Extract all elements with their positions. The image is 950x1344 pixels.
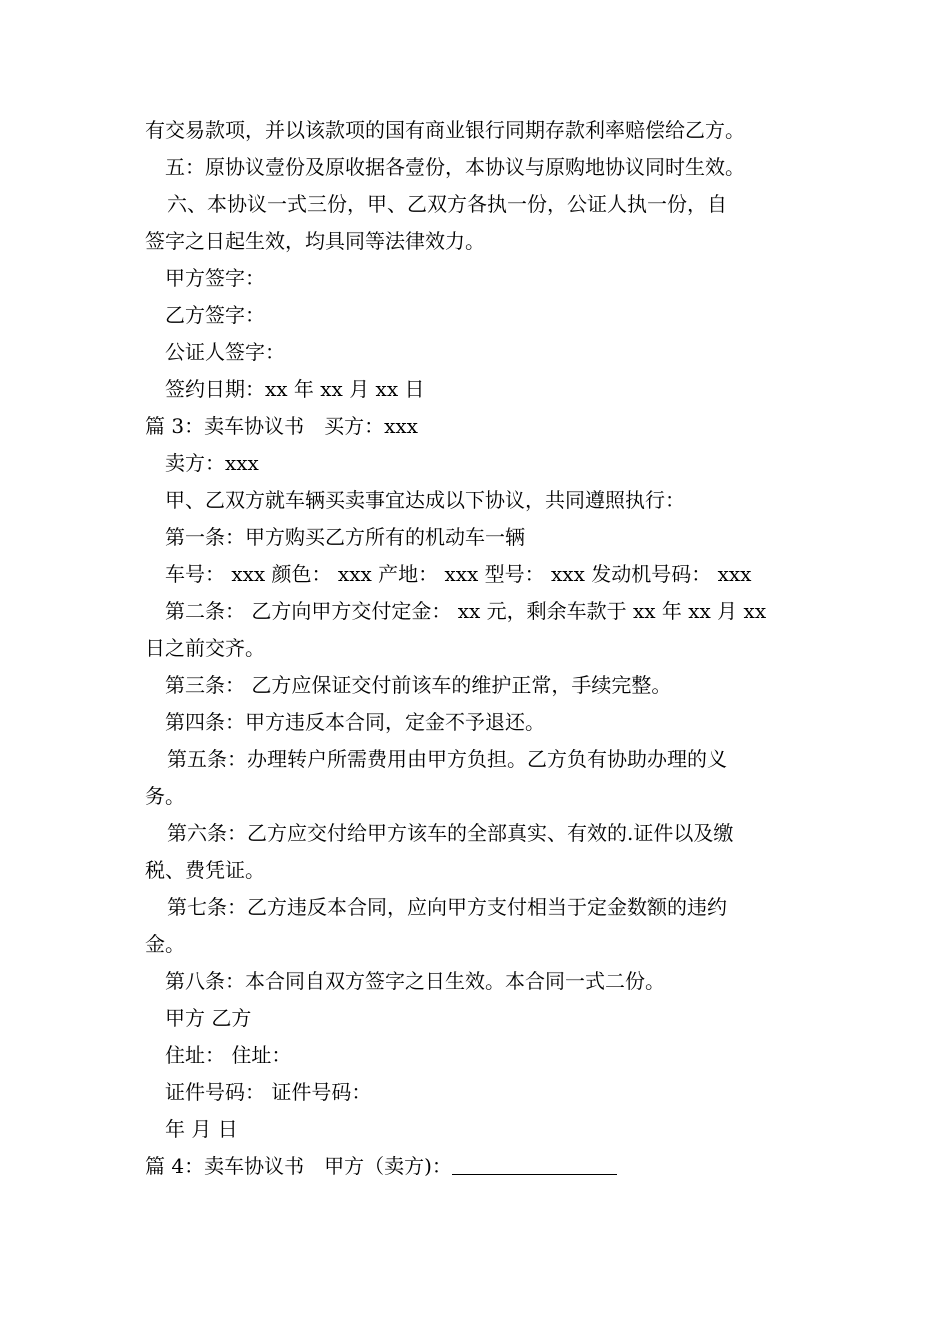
fill-in-blank bbox=[452, 1154, 617, 1175]
article-8: 第八条：本合同自双方签字之日生效。本合同一式二份。 bbox=[165, 969, 665, 993]
paragraph-line: 日之前交齐。 bbox=[145, 636, 265, 660]
article-2: 第二条： 乙方向甲方交付定金： xx 元，剩余车款于 xx 年 xx 月 xx bbox=[165, 599, 767, 623]
signing-date: 签约日期：xx 年 xx 月 xx 日 bbox=[165, 377, 425, 401]
address-line: 住址： 住址： bbox=[165, 1043, 292, 1067]
paragraph-line: 签字之日起生效，均具同等法律效力。 bbox=[145, 229, 485, 253]
paragraph-line: 有交易款项，并以该款项的国有商业银行同期存款利率赔偿给乙方。 bbox=[145, 118, 745, 142]
article-6: 第六条：乙方应交付给甲方该车的全部真实、有效的.证件以及缴 bbox=[167, 821, 734, 845]
vehicle-details: 车号： xxx 颜色： xxx 产地： xxx 型号： xxx 发动机号码： xxx bbox=[165, 562, 752, 586]
parties-line: 甲方 乙方 bbox=[165, 1006, 252, 1030]
clause-6: 六、本协议一式三份，甲、乙双方各执一份，公证人执一份，自 bbox=[167, 192, 727, 216]
article-4: 第四条：甲方违反本合同，定金不予退还。 bbox=[165, 710, 545, 734]
section-heading-4-text: 篇 4：卖车协议书 甲方（卖方)： bbox=[145, 1154, 452, 1178]
party-a-signature: 甲方签字： bbox=[165, 266, 265, 290]
article-5: 第五条：办理转户所需费用由甲方负担。乙方负有协助办理的义 bbox=[167, 747, 727, 771]
seller-line: 卖方：xxx bbox=[165, 451, 259, 475]
document-page bbox=[145, 112, 810, 1185]
paragraph-line: 税、费凭证。 bbox=[145, 858, 265, 882]
article-1: 第一条：甲方购买乙方所有的机动车一辆 bbox=[165, 525, 525, 549]
article-7: 第七条：乙方违反本合同，应向甲方支付相当于定金数额的违约 bbox=[167, 895, 727, 919]
section-heading-4 bbox=[145, 1148, 810, 1185]
clause-5: 五：原协议壹份及原收据各壹份，本协议与原购地协议同时生效。 bbox=[165, 155, 745, 179]
id-number-line: 证件号码： 证件号码： bbox=[165, 1080, 372, 1104]
article-3: 第三条： 乙方应保证交付前该车的维护正常，手续完整。 bbox=[165, 673, 672, 697]
agreement-intro: 甲、乙双方就车辆买卖事宜达成以下协议，共同遵照执行： bbox=[165, 488, 685, 512]
date-line: 年 月 日 bbox=[165, 1117, 238, 1141]
section-heading-3: 篇 3：卖车协议书 买方：xxx bbox=[145, 414, 418, 438]
paragraph-line: 务。 bbox=[145, 784, 185, 808]
notary-signature: 公证人签字： bbox=[165, 340, 285, 364]
party-b-signature: 乙方签字： bbox=[165, 303, 265, 327]
paragraph-line: 金。 bbox=[145, 932, 185, 956]
